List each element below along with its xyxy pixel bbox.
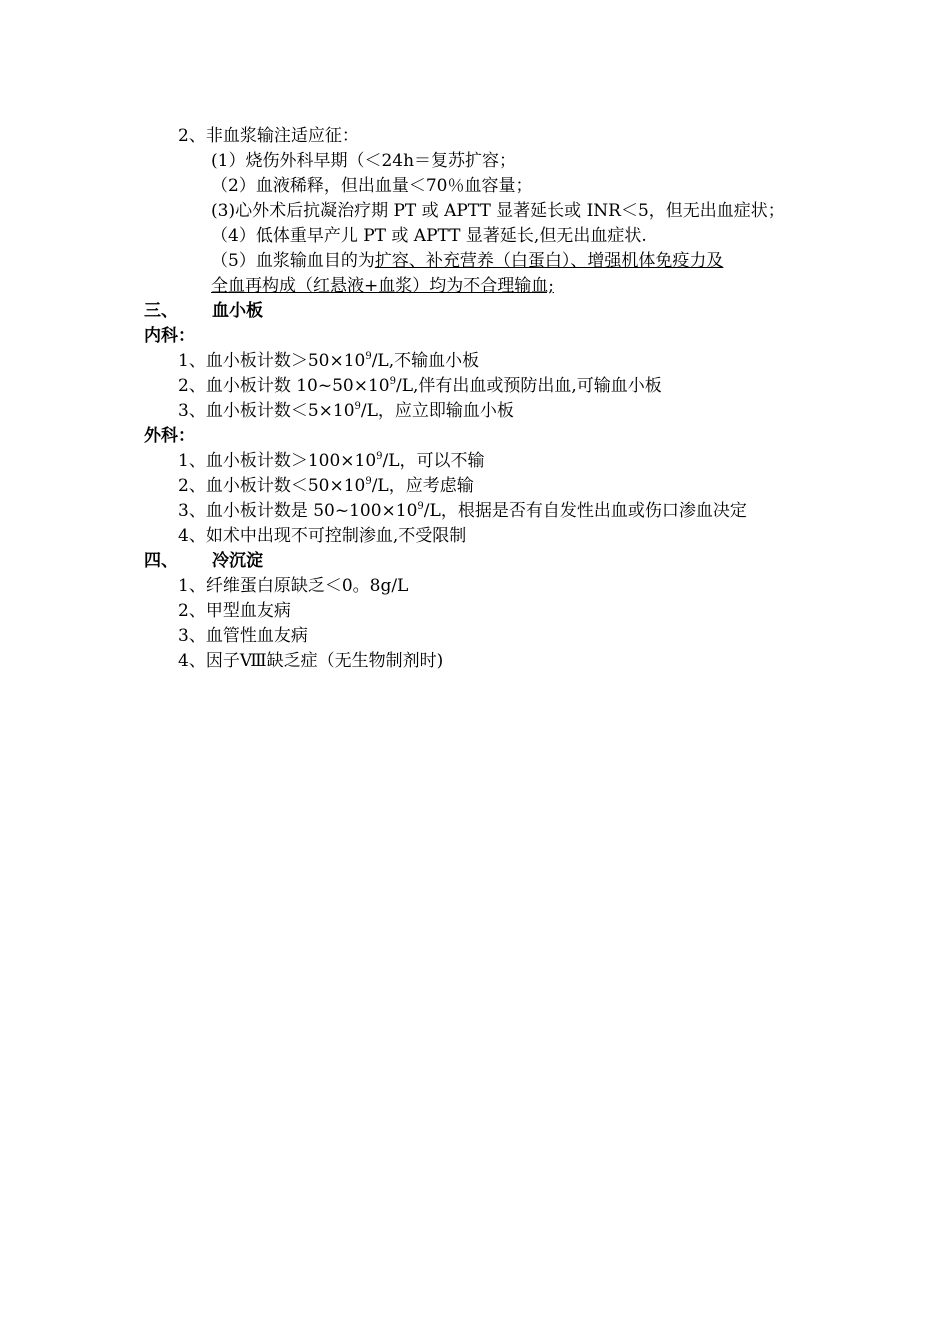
section-platelets-title: 血小板 xyxy=(212,301,263,321)
plasma-item-2: （2）血液稀释，但出血量＜70％血容量； xyxy=(211,176,533,196)
section-platelets-heading xyxy=(144,299,263,323)
surgery-item-3-exponent: 9 xyxy=(417,501,424,512)
internal-item-1-unit: /L,不输血小板 xyxy=(371,351,480,371)
internal-item-3 xyxy=(178,399,514,423)
surgery-item-2-unit: /L，应考虑输 xyxy=(371,476,474,496)
surgery-item-1 xyxy=(178,449,485,473)
internal-item-3-unit: /L，应立即输血小板 xyxy=(360,401,514,421)
surgery-item-1-exponent: 9 xyxy=(376,451,383,462)
plasma-heading: 2、非血浆输注适应征： xyxy=(178,126,359,146)
internal-medicine-label: 内科： xyxy=(144,326,195,346)
internal-item-1-text: 1、血小板计数＞50×10 xyxy=(178,351,366,371)
surgery-item-3-unit: /L，根据是否有自发性出血或伤口渗血决定 xyxy=(423,501,747,521)
plasma-item-5-underlined: 扩容、补充营养（白蛋白）、增强机体免疫力及 xyxy=(374,251,724,271)
internal-item-3-text: 3、血小板计数＜5×10 xyxy=(178,401,355,421)
plasma-item-1: (1）烧伤外科早期（＜24h＝复苏扩容； xyxy=(211,151,517,171)
section-platelets-number: 三、 xyxy=(144,301,178,321)
internal-item-2-exponent: 9 xyxy=(389,376,396,387)
surgery-item-3 xyxy=(178,499,747,523)
surgery-item-1-text: 1、血小板计数＞100×10 xyxy=(178,451,377,471)
plasma-item-5-prefix: （5）血浆输血目的为 xyxy=(211,251,375,271)
internal-item-2-unit: /L,伴有出血或预防出血,可输血小板 xyxy=(395,376,662,396)
surgery-item-4: 4、如术中出现不可控制渗血,不受限制 xyxy=(178,526,467,546)
plasma-item-4: （4）低体重早产儿 PT 或 APTT 显著延长,但无出血症状. xyxy=(211,226,647,246)
internal-item-1 xyxy=(178,349,479,373)
surgery-item-2 xyxy=(178,474,474,498)
cryo-item-1: 1、纤维蛋白原缺乏＜0。8g/L xyxy=(178,576,409,596)
internal-item-2 xyxy=(178,374,662,398)
surgery-item-3-text: 3、血小板计数是 50~100×10 xyxy=(178,501,418,521)
surgery-item-1-unit: /L，可以不输 xyxy=(382,451,485,471)
plasma-item-3: (3)心外术后抗凝治疗期 PT 或 APTT 显著延长或 INR＜5，但无出血症状； xyxy=(211,201,785,221)
internal-item-3-exponent: 9 xyxy=(354,401,361,412)
cryo-item-2: 2、甲型血友病 xyxy=(178,601,291,621)
cryo-item-3: 3、血管性血友病 xyxy=(178,626,308,646)
internal-item-2-text: 2、血小板计数 10~50×10 xyxy=(178,376,390,396)
surgery-item-2-text: 2、血小板计数＜50×10 xyxy=(178,476,366,496)
section-cryo-heading xyxy=(144,549,263,573)
cryo-item-4: 4、因子Ⅷ缺乏症（无生物制剂时) xyxy=(178,651,444,671)
section-cryo-number: 四、 xyxy=(144,551,178,571)
surgery-item-2-exponent: 9 xyxy=(365,476,372,487)
internal-item-1-exponent: 9 xyxy=(365,351,372,362)
section-cryo-title: 冷沉淀 xyxy=(212,551,263,571)
plasma-item-5-line2: 全血再构成（红悬液+血浆）均为不合理输血; xyxy=(211,276,554,296)
surgery-label: 外科： xyxy=(144,426,195,446)
plasma-item-5 xyxy=(211,249,723,273)
